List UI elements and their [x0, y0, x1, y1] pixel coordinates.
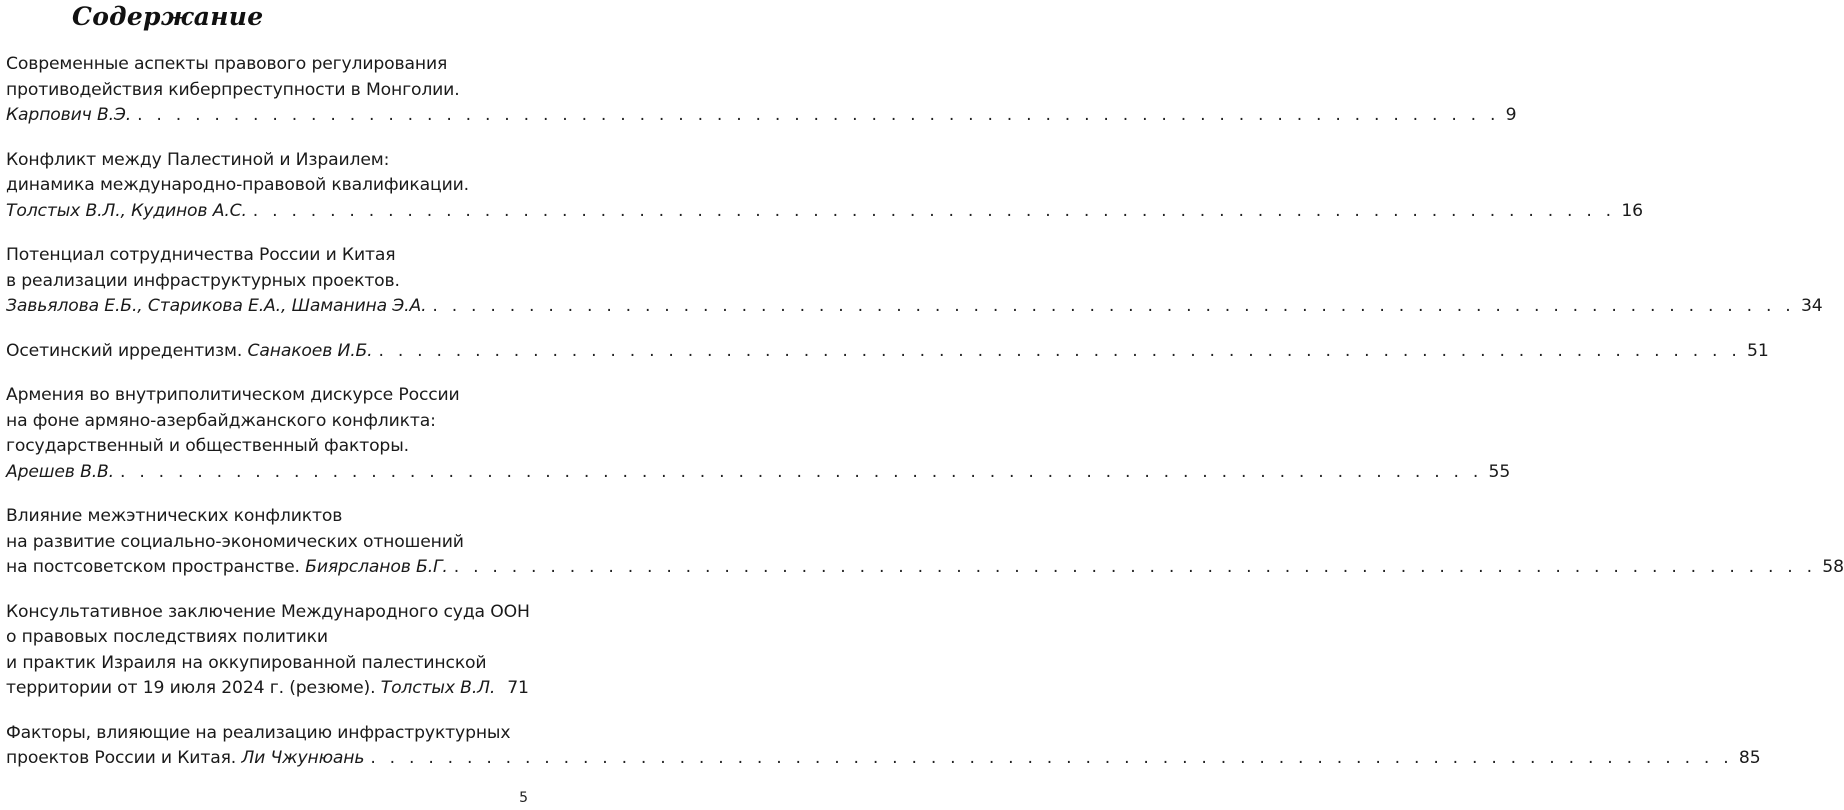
toc-entry-text	[6, 676, 495, 702]
toc-entry-text	[6, 103, 131, 129]
dot-leader: . . . . . . . . . . . . . . . . . . . . . . . . . . . . . . . . . . . . . . . . . . . . . . . . . . . . . . . . . . . . . . . . . . . . . . .	[252, 200, 1616, 221]
dot-leader: . . . . . . . . . . . . . . . . . . . . . . . . . . . . . . . . . . . . . . . . . . . . . . . . . . . . . . . . . . . . . . . . . . . . . . .	[453, 557, 1817, 577]
toc-entry[interactable]	[6, 148, 1643, 225]
toc-entry-title-line: государственный и общественный факторы.	[6, 436, 409, 456]
dot-leader: . . . . . . . . . . . . . . . . . . . . . . . . . . . . . . . . . . . . . . . . . . . . . . . . . . . . . . . . . . . . . . . . . . . . . . .	[432, 296, 1795, 316]
toc-entry-last-line	[6, 555, 1844, 581]
toc-entry-page: 58	[1822, 557, 1844, 577]
dot-leader: . . . . . . . . . . . . . . . . . . . . . . . . . . . . . . . . . . . . . . . . . . . . . . . . . . . . . . . . . . . . . . . . . . . . . . .	[378, 340, 1742, 361]
toc-entry-authors: Карпович В.Э.	[6, 105, 132, 125]
toc-entry-text	[6, 460, 114, 486]
toc-entry-title-line: Армения во внутриполитическом дискурсе России	[6, 385, 460, 405]
toc-entry-page: 16	[1621, 200, 1643, 221]
toc-entry-last-line	[6, 460, 1511, 486]
toc-entry-title-line: проектов России и Китая.	[6, 748, 237, 768]
toc-entry-text	[6, 339, 373, 365]
toc-entry[interactable]	[6, 721, 1761, 772]
toc-entry-page: 34	[1800, 296, 1823, 316]
toc-entry-authors: Завьялова Е.Б., Старикова Е.А., Шаманина Э.А.	[6, 296, 427, 316]
toc-entry-title-line: динамика международно-правовой квалификации.	[6, 175, 469, 195]
toc-entry-title-line: Потенциал сотрудничества России и Китая	[6, 245, 396, 265]
toc-entry-last-line	[6, 676, 528, 702]
toc-entry-last-line	[6, 199, 1643, 225]
toc-entry-title-line: и практик Израиля на оккупированной палестинской	[6, 652, 487, 673]
page-title: Содержание	[72, 2, 264, 31]
toc-entry-authors: Ли Чжунюань	[241, 748, 365, 768]
toc-entry[interactable]	[6, 383, 1511, 485]
toc-entry-text	[6, 199, 247, 225]
dot-leader: . . . . . . . . . . . . . . . . . . . . . . . . . . . . . . . . . . . . . . . . . . . . . . . . . . . . . . . . . . . . . . . . . . . . . . .	[137, 105, 1500, 125]
toc-entry-page: 55	[1488, 461, 1511, 482]
toc-entry[interactable]	[6, 339, 1769, 365]
toc-entry-authors: Арешев В.В.	[6, 461, 114, 482]
toc-entry-title-line: Современные аспекты правового регулирования	[6, 54, 448, 74]
toc-entry-authors: Санакоев И.Б.	[247, 340, 373, 361]
toc-entry-page: 51	[1747, 340, 1769, 361]
toc-entry-title-line: о правовых последствиях политики	[6, 627, 328, 647]
toc-entry-page: 85	[1738, 748, 1761, 768]
dot-leader: . . . . . . . . . . . . . . . . . . . . . . . . . . . . . . . . . . . . . . . . . . . . . . . . . . . . . . . . . . . . . . . . . . . . . . .	[120, 461, 1483, 482]
toc-entry-page: 9	[1505, 105, 1517, 125]
toc-entry-title-line: на фоне армяно-азербайджанского конфликта:	[6, 410, 436, 431]
toc-entry-title-line: Влияние межэтнических конфликтов	[6, 506, 343, 526]
toc-entry-title-line: Факторы, влияющие на реализацию инфраструктурных	[6, 722, 511, 743]
toc-entry-title-line: на развитие социально-экономических отношений	[6, 531, 464, 552]
toc-entry-title-line: противодействия киберпреступности в Монголии.	[6, 79, 460, 100]
dot-leader: . . . . . . . . . . . . . . . . . . . . . . . . . . . . . . . . . . . . . . . . . . . . . . . . . . . . . . . . . . . . . . . . . . . . . . .	[370, 748, 1733, 768]
table-of-contents	[6, 52, 1844, 791]
toc-entry-title-line: в реализации инфраструктурных проектов.	[6, 270, 400, 291]
toc-entry[interactable]	[6, 52, 1517, 129]
toc-entry[interactable]	[6, 504, 1844, 581]
toc-entry-authors: Толстых В.Л., Кудинов А.С.	[6, 200, 247, 221]
toc-entry[interactable]	[6, 600, 528, 702]
toc-entry-authors: Биярсланов Б.Г.	[305, 557, 448, 577]
toc-entry-text	[6, 555, 448, 581]
toc-entry-title-line: территории от 19 июля 2024 г. (резюме).	[6, 678, 376, 698]
toc-entry-last-line	[6, 103, 1517, 129]
toc-entry-last-line	[6, 339, 1769, 365]
toc-entry[interactable]	[6, 243, 1823, 320]
page-number: 5	[519, 790, 528, 806]
toc-entry-title-line: на постсоветском пространстве.	[6, 557, 300, 577]
toc-entry-page: 71	[507, 678, 529, 698]
toc-entry-title-line: Конфликт между Палестиной и Израилем:	[6, 149, 390, 170]
toc-entry-title-line: Консультативное заключение Международного суда ООН	[6, 601, 530, 622]
toc-entry-last-line	[6, 746, 1761, 772]
toc-entry-authors: Толстых В.Л.	[380, 678, 496, 698]
toc-entry-title-line: Осетинский ирредентизм.	[6, 340, 243, 361]
toc-entry-last-line	[6, 294, 1823, 320]
toc-entry-text	[6, 294, 426, 320]
toc-entry-text	[6, 746, 364, 772]
